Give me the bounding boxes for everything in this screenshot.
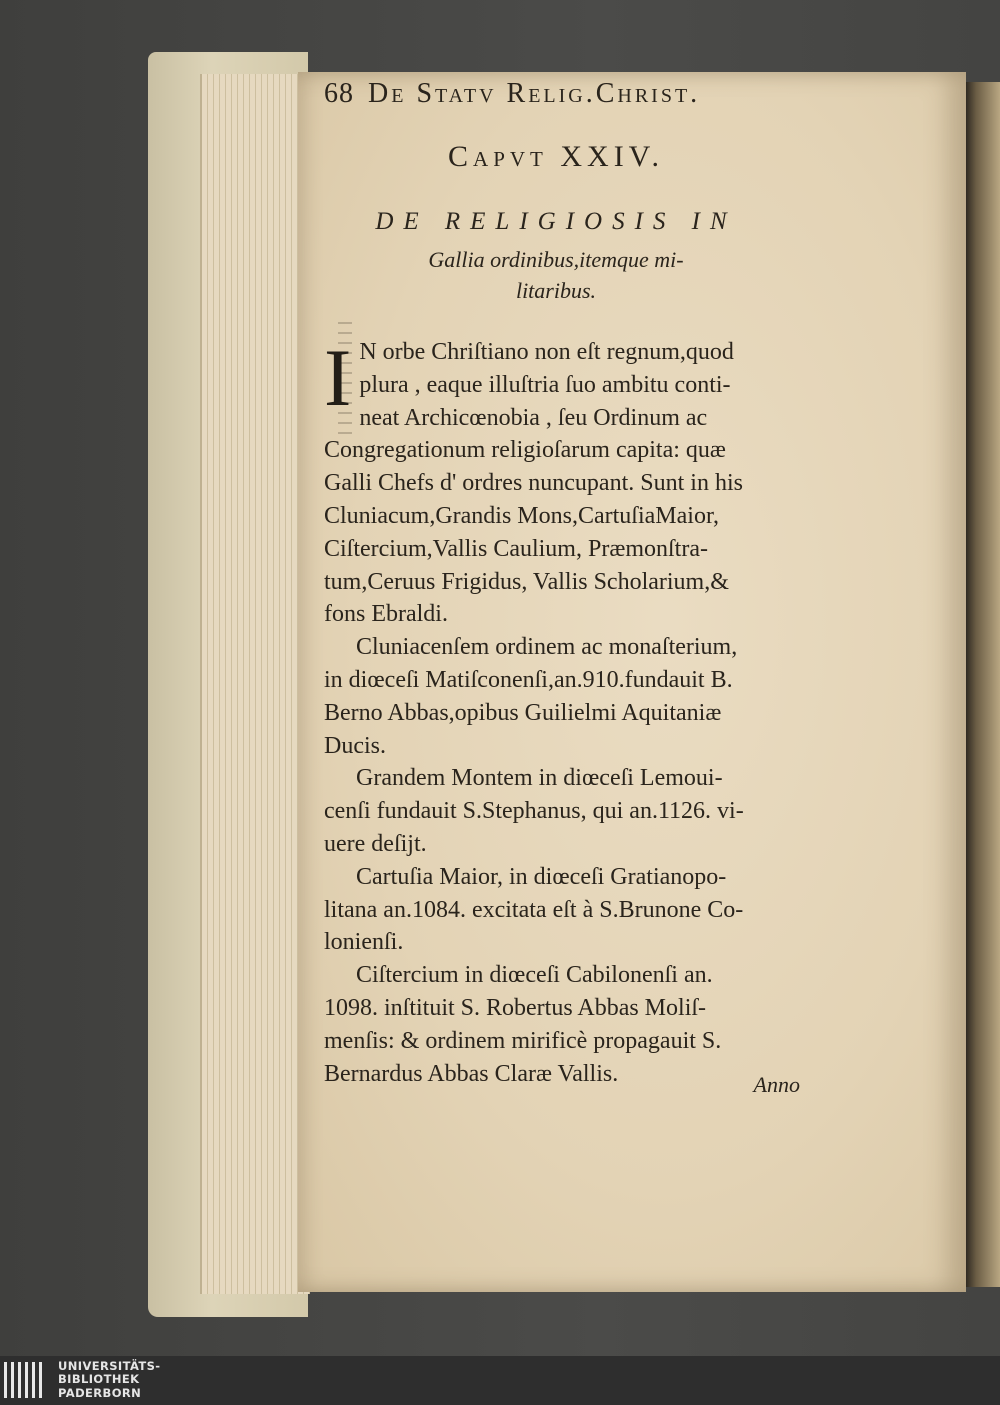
text-line: N orbe Chriſtiano non eſt regnum,quod <box>359 339 734 365</box>
library-name-line: UNIVERSITÄTS- <box>58 1359 161 1373</box>
text-line: fons Ebraldi. <box>324 601 448 628</box>
page-edges <box>200 74 310 1294</box>
text-line: litana an.1084. excitata eſt à S.Brunone Co- <box>324 896 744 923</box>
text-line: lonienſi. <box>324 929 404 956</box>
text-line: neat Archicœnobia , ſeu Ordinum ac <box>359 404 708 431</box>
page-number: 68 <box>324 78 354 109</box>
text-line: Bernardus Abbas Claræ Vallis. <box>324 1060 619 1087</box>
text-line: Cartuſia Maior, in diœceſi Gratianopo- <box>356 863 727 890</box>
library-name <box>58 1360 160 1400</box>
text-line: Ciſtercium in diœceſi Cabilonenſi an. <box>356 962 713 989</box>
running-header <box>324 78 794 110</box>
subtitle-line: Gallia ordinibus,itemque mi- <box>428 247 684 272</box>
text-line: menſis: & ordinem mirificè propagauit S. <box>324 1027 722 1054</box>
drop-cap: I <box>324 332 352 423</box>
library-name-line: PADERBORN <box>58 1385 142 1400</box>
text-line: Berno Abbas,opibus Guilielmi Aquitaniæ <box>324 699 722 726</box>
paragraph <box>324 861 810 959</box>
paragraph <box>324 959 810 1090</box>
text-line: Congregationum religioſarum capita: quæ <box>324 437 726 464</box>
text-line: Ducis. <box>324 732 386 759</box>
text-line: 1098. inſtituit S. Robertus Abbas Moliſ- <box>324 994 707 1021</box>
chapter-heading: Capvt XXIV. <box>448 140 664 173</box>
paragraph <box>324 631 810 762</box>
text-line: Grandem Montem in diœceſi Lemoui- <box>356 765 723 792</box>
chapter-subtitle <box>306 244 806 306</box>
text-line: Cluniacenſem ordinem ac monaſterium, <box>356 634 738 661</box>
library-logo-icon <box>4 1362 50 1398</box>
chapter-subtitle-caps: DE RELIGIOSIS IN <box>375 208 737 235</box>
catchword: Anno <box>753 1072 800 1097</box>
facing-page-gutter <box>966 82 1000 1287</box>
library-name-line: BIBLIOTHEK <box>58 1372 140 1387</box>
running-title: De Statv Relig.Christ. <box>368 78 701 109</box>
text-line: uere deſijt. <box>324 830 427 857</box>
text-line: tum,Ceruus Frigidus, Vallis Scholarium,& <box>324 568 729 595</box>
paragraph <box>324 762 810 860</box>
text-line: Cluniacum,Grandis Mons,CartuſiaMaior, <box>324 502 719 529</box>
library-footer <box>0 1356 1000 1405</box>
paragraph <box>324 332 810 631</box>
body-text <box>324 332 810 1090</box>
text-line: in diœceſi Matiſconenſi,an.910.fundauit B. <box>324 666 733 693</box>
text-line: cenſi fundauit S.Stephanus, qui an.1126. vi- <box>324 798 744 825</box>
text-line: Galli Chefs d' ordres nuncupant. Sunt in his <box>324 470 743 497</box>
text-line: Ciſtercium,Vallis Caulium, Præmonſtra- <box>324 535 708 562</box>
text-line: plura , eaque illuſtria ſuo ambitu conti- <box>359 371 731 398</box>
subtitle-line: litaribus. <box>515 278 597 303</box>
